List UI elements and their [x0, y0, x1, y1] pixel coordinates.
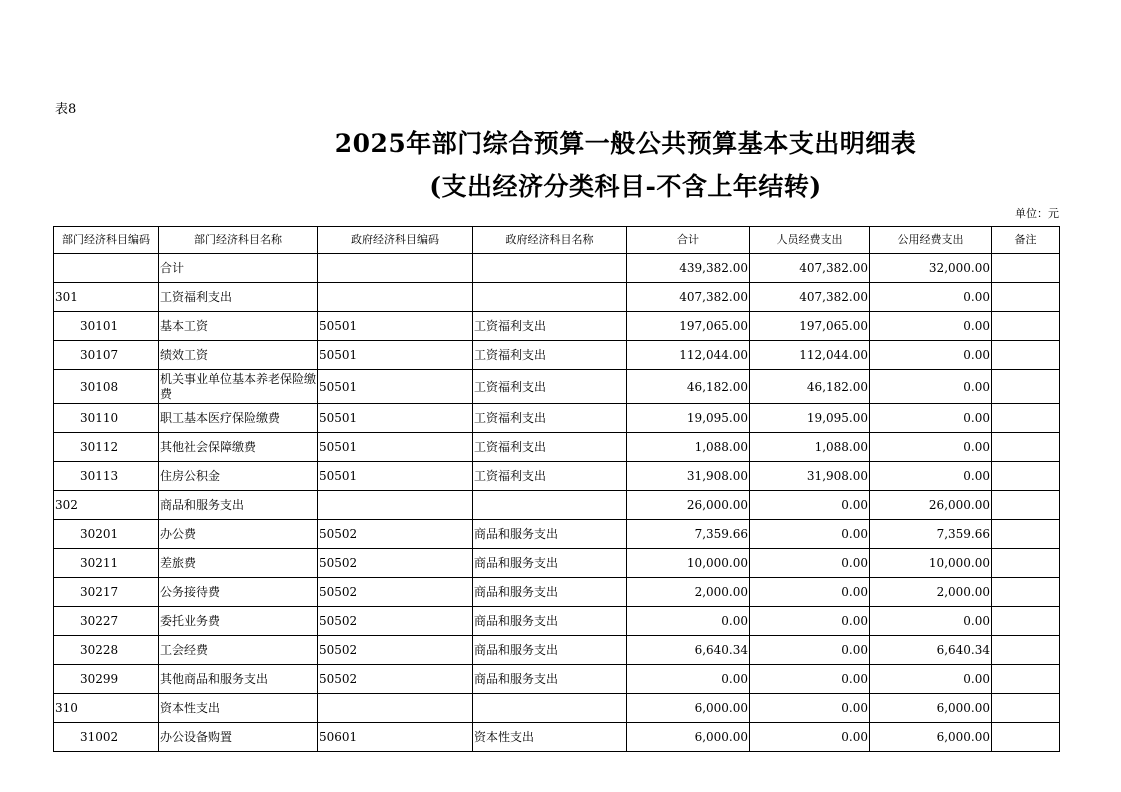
row-public-cell: 0.00 [870, 433, 992, 462]
row-personnel-cell: 0.00 [750, 520, 870, 549]
row-gov-name-cell: 工资福利支出 [473, 404, 627, 433]
row-personnel-cell: 19,095.00 [750, 404, 870, 433]
row-public-cell: 0.00 [870, 462, 992, 491]
row-name-cell: 办公设备购置 [159, 723, 318, 752]
row-gov-name-cell: 工资福利支出 [473, 433, 627, 462]
row-personnel-cell: 0.00 [750, 694, 870, 723]
table-row [54, 283, 1060, 312]
row-name-cell: 住房公积金 [159, 462, 318, 491]
row-gov-code-cell [318, 491, 473, 520]
row-gov-code-cell: 50501 [318, 404, 473, 433]
row-gov-name-cell: 工资福利支出 [473, 370, 627, 404]
row-name-cell: 合计 [159, 254, 318, 283]
table-row [54, 254, 1060, 283]
row-personnel-cell: 46,182.00 [750, 370, 870, 404]
column-header: 合计 [627, 227, 750, 254]
row-personnel-cell: 0.00 [750, 491, 870, 520]
row-gov-name-cell: 工资福利支出 [473, 341, 627, 370]
row-gov-code-cell: 50502 [318, 607, 473, 636]
table-row [54, 723, 1060, 752]
row-public-cell: 6,000.00 [870, 694, 992, 723]
row-gov-name-cell: 工资福利支出 [473, 462, 627, 491]
row-note-cell [992, 312, 1060, 341]
row-note-cell [992, 404, 1060, 433]
column-header: 政府经济科目名称 [473, 227, 627, 254]
row-name-cell: 公务接待费 [159, 578, 318, 607]
row-personnel-cell: 1,088.00 [750, 433, 870, 462]
row-code-cell: 30112 [54, 433, 159, 462]
row-name-cell: 基本工资 [159, 312, 318, 341]
row-total-cell: 19,095.00 [627, 404, 750, 433]
row-note-cell [992, 607, 1060, 636]
row-code-cell: 30110 [54, 404, 159, 433]
table-row [54, 636, 1060, 665]
row-note-cell [992, 433, 1060, 462]
row-note-cell [992, 341, 1060, 370]
row-gov-name-cell [473, 283, 627, 312]
row-total-cell: 407,382.00 [627, 283, 750, 312]
table-row [54, 491, 1060, 520]
row-total-cell: 1,088.00 [627, 433, 750, 462]
table-row [54, 549, 1060, 578]
row-code-cell: 30217 [54, 578, 159, 607]
row-public-cell: 0.00 [870, 607, 992, 636]
row-note-cell [992, 370, 1060, 404]
table-row [54, 665, 1060, 694]
row-gov-name-cell: 商品和服务支出 [473, 607, 627, 636]
row-code-cell: 30228 [54, 636, 159, 665]
row-personnel-cell: 197,065.00 [750, 312, 870, 341]
row-note-cell [992, 254, 1060, 283]
table-row [54, 404, 1060, 433]
row-code-cell: 30211 [54, 549, 159, 578]
row-public-cell: 0.00 [870, 283, 992, 312]
row-name-cell: 办公费 [159, 520, 318, 549]
row-gov-name-cell [473, 694, 627, 723]
row-note-cell [992, 636, 1060, 665]
row-public-cell: 7,359.66 [870, 520, 992, 549]
page-title: 2025年部门综合预算一般公共预算基本支出明细表 [334, 129, 917, 158]
row-public-cell: 10,000.00 [870, 549, 992, 578]
row-note-cell [992, 665, 1060, 694]
row-total-cell: 31,908.00 [627, 462, 750, 491]
row-public-cell: 6,000.00 [870, 723, 992, 752]
row-note-cell [992, 694, 1060, 723]
row-code-cell: 30101 [54, 312, 159, 341]
row-name-cell: 其他商品和服务支出 [159, 665, 318, 694]
row-personnel-cell: 31,908.00 [750, 462, 870, 491]
row-total-cell: 112,044.00 [627, 341, 750, 370]
row-public-cell: 0.00 [870, 404, 992, 433]
row-public-cell: 32,000.00 [870, 254, 992, 283]
row-total-cell: 7,359.66 [627, 520, 750, 549]
row-name-cell: 其他社会保障缴费 [159, 433, 318, 462]
row-note-cell [992, 578, 1060, 607]
table-row [54, 462, 1060, 491]
row-personnel-cell: 407,382.00 [750, 254, 870, 283]
table-row [54, 694, 1060, 723]
row-personnel-cell: 407,382.00 [750, 283, 870, 312]
row-personnel-cell: 0.00 [750, 723, 870, 752]
row-code-cell: 30201 [54, 520, 159, 549]
page-subtitle: (支出经济分类科目-不含上年结转) [429, 172, 822, 201]
column-header: 人员经费支出 [750, 227, 870, 254]
row-gov-name-cell [473, 491, 627, 520]
row-name-cell: 机关事业单位基本养老保险缴费 [159, 370, 318, 404]
column-header: 备注 [992, 227, 1060, 254]
budget-detail-table [53, 226, 1060, 752]
table-row [54, 578, 1060, 607]
row-total-cell: 26,000.00 [627, 491, 750, 520]
row-gov-name-cell: 商品和服务支出 [473, 549, 627, 578]
row-total-cell: 0.00 [627, 607, 750, 636]
row-code-cell: 310 [54, 694, 159, 723]
row-note-cell [992, 549, 1060, 578]
row-note-cell [992, 723, 1060, 752]
row-personnel-cell: 0.00 [750, 549, 870, 578]
row-name-cell: 绩效工资 [159, 341, 318, 370]
row-gov-code-cell: 50601 [318, 723, 473, 752]
row-personnel-cell: 112,044.00 [750, 341, 870, 370]
table-row [54, 520, 1060, 549]
row-gov-name-cell: 商品和服务支出 [473, 636, 627, 665]
row-code-cell [54, 254, 159, 283]
row-personnel-cell: 0.00 [750, 636, 870, 665]
row-total-cell: 6,000.00 [627, 694, 750, 723]
row-note-cell [992, 462, 1060, 491]
row-public-cell: 0.00 [870, 312, 992, 341]
row-code-cell: 30299 [54, 665, 159, 694]
row-personnel-cell: 0.00 [750, 665, 870, 694]
row-total-cell: 6,640.34 [627, 636, 750, 665]
unit-label: 单位：元 [1015, 207, 1059, 220]
row-code-cell: 302 [54, 491, 159, 520]
table-row [54, 433, 1060, 462]
row-total-cell: 10,000.00 [627, 549, 750, 578]
row-total-cell: 46,182.00 [627, 370, 750, 404]
row-gov-code-cell: 50501 [318, 312, 473, 341]
row-name-cell: 商品和服务支出 [159, 491, 318, 520]
row-name-cell: 职工基本医疗保险缴费 [159, 404, 318, 433]
row-gov-code-cell: 50501 [318, 433, 473, 462]
row-gov-code-cell: 50501 [318, 462, 473, 491]
row-personnel-cell: 0.00 [750, 607, 870, 636]
row-name-cell: 资本性支出 [159, 694, 318, 723]
row-gov-name-cell: 商品和服务支出 [473, 578, 627, 607]
column-header: 部门经济科目名称 [159, 227, 318, 254]
table-row [54, 607, 1060, 636]
row-gov-code-cell: 50502 [318, 636, 473, 665]
row-gov-code-cell: 50501 [318, 341, 473, 370]
row-public-cell: 0.00 [870, 665, 992, 694]
column-header: 公用经费支出 [870, 227, 992, 254]
row-gov-name-cell [473, 254, 627, 283]
row-gov-name-cell: 资本性支出 [473, 723, 627, 752]
row-code-cell: 30227 [54, 607, 159, 636]
row-total-cell: 439,382.00 [627, 254, 750, 283]
row-note-cell [992, 283, 1060, 312]
row-gov-name-cell: 商品和服务支出 [473, 520, 627, 549]
column-header: 部门经济科目编码 [54, 227, 159, 254]
row-total-cell: 0.00 [627, 665, 750, 694]
row-total-cell: 2,000.00 [627, 578, 750, 607]
row-name-cell: 工资福利支出 [159, 283, 318, 312]
row-gov-code-cell: 50502 [318, 578, 473, 607]
row-gov-code-cell: 50502 [318, 549, 473, 578]
row-public-cell: 26,000.00 [870, 491, 992, 520]
row-total-cell: 197,065.00 [627, 312, 750, 341]
row-public-cell: 2,000.00 [870, 578, 992, 607]
row-gov-code-cell: 50502 [318, 520, 473, 549]
table-header-row [54, 227, 1060, 254]
row-public-cell: 0.00 [870, 341, 992, 370]
row-gov-name-cell: 工资福利支出 [473, 312, 627, 341]
table-row [54, 341, 1060, 370]
row-gov-code-cell: 50501 [318, 370, 473, 404]
row-gov-code-cell: 50502 [318, 665, 473, 694]
column-header: 政府经济科目编码 [318, 227, 473, 254]
row-note-cell [992, 491, 1060, 520]
row-gov-code-cell [318, 254, 473, 283]
row-code-cell: 31002 [54, 723, 159, 752]
row-public-cell: 6,640.34 [870, 636, 992, 665]
table-row [54, 312, 1060, 341]
row-code-cell: 30113 [54, 462, 159, 491]
table-row [54, 370, 1060, 404]
row-code-cell: 30108 [54, 370, 159, 404]
row-name-cell: 工会经费 [159, 636, 318, 665]
row-gov-code-cell [318, 694, 473, 723]
row-note-cell [992, 520, 1060, 549]
row-code-cell: 301 [54, 283, 159, 312]
row-name-cell: 差旅费 [159, 549, 318, 578]
row-name-cell: 委托业务费 [159, 607, 318, 636]
row-public-cell: 0.00 [870, 370, 992, 404]
row-code-cell: 30107 [54, 341, 159, 370]
row-personnel-cell: 0.00 [750, 578, 870, 607]
row-total-cell: 6,000.00 [627, 723, 750, 752]
row-gov-name-cell: 商品和服务支出 [473, 665, 627, 694]
row-gov-code-cell [318, 283, 473, 312]
table-number-label: 表8 [55, 102, 77, 117]
